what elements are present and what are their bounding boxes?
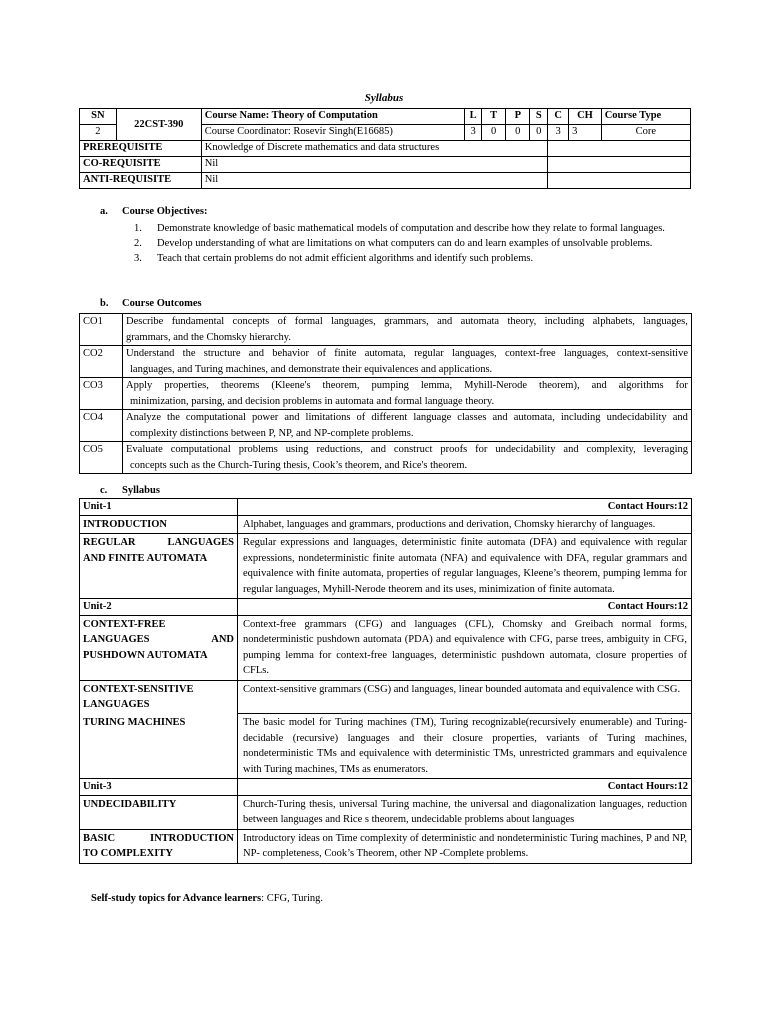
objective-text: Teach that certain problems do not admit efficient algorithms and identify such problems.	[157, 253, 534, 264]
topic-description: The basic model for Turing machines (TM), Turing recognizable(recursively enumerable) and Turing-decidable (recursive) languages and their closure properties, variants of Turing machines, nondeterministic TMs and equivalence with deterministic TMs, unrestricted grammars and equivalence with Turing machines, TMs as enumerators.	[238, 714, 692, 779]
objectives-heading	[100, 206, 207, 217]
course-code: 22CST-390	[116, 109, 201, 141]
word: theorems	[220, 380, 260, 391]
topic-title-line: TO COMPLEXITY	[83, 848, 173, 859]
unit-contact-hours: Contact Hours:12	[238, 599, 692, 616]
unit-contact-hours: Contact Hours:12	[238, 499, 692, 516]
outcome-code: CO4	[80, 410, 123, 442]
outcome-code: CO5	[80, 442, 123, 474]
outcome-line-2: languages, and Turing machines, and demonstrate their equivalences and applications.	[130, 363, 493, 375]
sn-value: 2	[80, 125, 117, 141]
word: construct	[393, 444, 433, 455]
outcome-row	[80, 378, 692, 410]
word: theory,	[507, 316, 537, 327]
col-s: S	[530, 109, 548, 125]
val-t: 0	[482, 125, 506, 141]
word: context-sensitive	[616, 348, 688, 359]
word: fundamental	[171, 316, 225, 327]
course-type-value: Core	[601, 125, 690, 141]
outcome-code: CO1	[80, 314, 123, 346]
prerequisite-label: PREREQUISITE	[80, 141, 202, 157]
self-study-value: CFG, Turing.	[266, 893, 324, 904]
word: Understand	[126, 348, 175, 359]
topic-description: Context-sensitive grammars (CSG) and languages, linear bounded automata and equivalence with CSG.	[238, 680, 692, 714]
val-s: 0	[530, 125, 548, 141]
topic-title	[80, 829, 238, 863]
val-l: 3	[465, 125, 482, 141]
word: structure	[203, 348, 241, 359]
topic-title-line	[83, 632, 234, 648]
word: and	[248, 348, 264, 359]
unit-name: Unit-1	[80, 499, 238, 516]
word: alphabets,	[592, 316, 635, 327]
word: automata	[460, 316, 500, 327]
syllabus-letter: c.	[100, 485, 108, 496]
topic-title	[80, 515, 238, 534]
word: theorem,	[322, 380, 360, 391]
objective-number: 1.	[134, 223, 142, 234]
word: formal	[294, 316, 323, 327]
topic-row	[80, 829, 692, 863]
outcomes-table	[79, 313, 692, 474]
unit-name: Unit-2	[80, 599, 238, 616]
word: for	[675, 380, 688, 391]
word: theorem),	[539, 380, 580, 391]
topic-title	[80, 534, 238, 599]
topic-row	[80, 714, 692, 779]
outcome-line-2: minimization, parsing, and decision problems in automata and formal language theory.	[130, 395, 495, 407]
objective-number: 2.	[134, 238, 142, 249]
word: languages,	[331, 316, 376, 327]
word: and	[284, 412, 300, 423]
outcome-text	[123, 346, 692, 378]
objective-item	[134, 251, 677, 266]
word: concepts	[232, 316, 270, 327]
antirequisite-blank	[548, 173, 691, 189]
word: leveraging	[643, 444, 688, 455]
antirequisite-value: Nil	[201, 173, 547, 189]
word: reductions,	[316, 444, 363, 455]
corequisite-value: Nil	[201, 157, 547, 173]
topic-description: Introductory ideas on Time complexity of deterministic and nondeterministic Turing machines, P and NP, NP- completeness, Cook’s Theorem, other NP -Complete problems.	[238, 829, 692, 863]
objectives-list	[134, 221, 677, 266]
unit-contact-hours: Contact Hours:12	[238, 779, 692, 796]
word: limitations	[305, 412, 351, 423]
word: LANGUAGES	[83, 634, 150, 645]
syllabus-heading	[100, 485, 160, 496]
topic-title-line: CONTEXT-SENSITIVE	[83, 683, 194, 695]
word: power	[252, 412, 279, 423]
topic-title-line: INTRODUCTION	[83, 518, 168, 530]
outcomes-letter: b.	[100, 298, 109, 309]
outcome-row	[80, 314, 692, 346]
col-l: L	[465, 109, 482, 125]
topic-row	[80, 515, 692, 534]
val-p: 0	[506, 125, 530, 141]
objectives-heading-text: Course Objectives:	[122, 206, 208, 217]
objective-number: 3.	[134, 253, 142, 264]
word: languages,	[563, 348, 609, 359]
outcomes-heading-text: Course Outcomes	[122, 298, 202, 309]
self-study-note	[91, 893, 323, 904]
word: the	[167, 412, 180, 423]
topic-title-line: LANGUAGES	[83, 699, 150, 710]
word: languages,	[643, 316, 688, 327]
course-coordinator: Course Coordinator: Rosevir Singh(E16685)	[201, 125, 465, 141]
word: Describe	[126, 316, 164, 327]
word: different	[371, 412, 408, 423]
word: grammars,	[384, 316, 429, 327]
outcome-line-1	[126, 442, 688, 458]
word: context-free	[504, 348, 556, 359]
topic-title-line: PUSHDOWN AUTOMATA	[83, 649, 208, 661]
outcome-text	[123, 378, 692, 410]
page-title: Syllabus	[364, 92, 404, 104]
col-ch: CH	[569, 109, 602, 125]
topic-description: Church-Turing thesis, universal Turing machine, the universal and diagonalization languages, reduction between languages and Rice s theorem, undecidable problems about languages	[238, 795, 692, 829]
topic-title-line: AND FINITE AUTOMATA	[83, 552, 208, 564]
outcome-line-1	[126, 346, 688, 362]
course-name: Course Name: Theory of Computation	[201, 109, 465, 125]
topic-title-line: UNDECIDABILITY	[83, 798, 177, 810]
unit-row	[80, 599, 692, 616]
outcome-line-1	[126, 378, 688, 394]
val-c: 3	[548, 125, 569, 141]
word: Evaluate	[126, 444, 163, 455]
syllabus-table	[79, 498, 692, 864]
word: LANGUAGES	[167, 537, 234, 548]
word: complexity,	[586, 444, 636, 455]
word: undecidability	[495, 444, 556, 455]
unit-row	[80, 779, 692, 796]
prerequisite-value: Knowledge of Discrete mathematics and data structures	[201, 141, 547, 157]
corequisite-label: CO-REQUISITE	[80, 157, 202, 173]
word: and	[672, 412, 688, 423]
word: algorithms	[618, 380, 664, 391]
word: undecidability	[606, 412, 667, 423]
topic-title	[80, 615, 238, 680]
word: including	[560, 412, 601, 423]
objective-text: Demonstrate knowledge of basic mathematical models of computation and describe how they relate to formal languages.	[157, 223, 665, 234]
outcomes-heading	[100, 298, 202, 309]
outcome-text	[123, 410, 692, 442]
topic-title-line	[83, 831, 234, 847]
topic-title	[80, 680, 238, 714]
word: automata,	[513, 412, 555, 423]
outcome-text	[123, 442, 692, 474]
objective-item	[134, 221, 677, 236]
word: finite	[334, 348, 357, 359]
word: of	[356, 412, 366, 423]
word: using	[285, 444, 309, 455]
word: including	[544, 316, 585, 327]
word: computational	[185, 412, 246, 423]
unit-row	[80, 499, 692, 516]
word: classes	[457, 412, 487, 423]
col-p: P	[506, 109, 530, 125]
self-study-label: Self-study topics for Advance learners	[91, 893, 262, 904]
topic-row	[80, 534, 692, 599]
outcome-line-1	[126, 314, 688, 330]
outcome-row	[80, 410, 692, 442]
self-study-separator: :	[261, 893, 267, 904]
outcome-line-2: grammars, and the Chomsky hierarchy.	[126, 331, 291, 343]
word: Apply	[126, 380, 153, 391]
word: and	[370, 444, 386, 455]
word: AND	[211, 634, 234, 645]
outcome-code: CO3	[80, 378, 123, 410]
word: lemma,	[420, 380, 453, 391]
topic-row	[80, 680, 692, 714]
topic-title	[80, 795, 238, 829]
prerequisite-blank	[548, 141, 691, 157]
topic-description: Context-free grammars (CFG) and languages (CFL), Chomsky and Greibach normal forms, nondeterministic pushdown automata (PDA) and equivalence with CFG, parse trees, ambiguity in CFG, pumping lemma for context-free languages, deterministic pushdown automata, closure properties of CFLs.	[238, 615, 692, 680]
outcome-row	[80, 346, 692, 378]
val-ch: 3	[569, 125, 602, 141]
col-t: T	[482, 109, 506, 125]
outcome-text	[123, 314, 692, 346]
word: automata,	[364, 348, 406, 359]
word: the	[182, 348, 196, 359]
antirequisite-label: ANTI-REQUISITE	[80, 173, 202, 189]
outcome-line-2: complexity distinctions between P, NP, and NP-complete problems.	[130, 427, 414, 439]
word: and	[591, 380, 607, 391]
topic-title-line: TURING MACHINES	[83, 716, 186, 728]
word: problems	[238, 444, 278, 455]
word: and	[563, 444, 579, 455]
topic-row	[80, 615, 692, 680]
objectives-letter: a.	[100, 206, 108, 217]
word: (Kleene's	[271, 380, 311, 391]
col-c: C	[548, 109, 569, 125]
corequisite-blank	[548, 157, 691, 173]
word: Analyze	[126, 412, 161, 423]
outcome-row	[80, 442, 692, 474]
word: properties,	[164, 380, 209, 391]
word: proofs	[440, 444, 468, 455]
course-header-table	[79, 108, 691, 189]
word: computational	[170, 444, 231, 455]
word: REGULAR	[83, 537, 136, 548]
outcome-line-2: concepts such as the Church-Turing thesis, Cook’s theorem, and Rice's theorem.	[130, 459, 468, 471]
word: for	[475, 444, 488, 455]
unit-name: Unit-3	[80, 779, 238, 796]
topic-title-line	[83, 535, 234, 551]
word: behavior	[272, 348, 309, 359]
syllabus-heading-text: Syllabus	[122, 485, 160, 496]
word: Myhill-Nerode	[464, 380, 528, 391]
word: pumping	[371, 380, 409, 391]
word: and	[437, 316, 453, 327]
word: languages,	[452, 348, 497, 359]
word: of	[317, 348, 326, 359]
word: INTRODUCTION	[149, 832, 234, 844]
objective-text: Develop understanding of what are limitations on what computers can do and learn examples of unsolvable problems.	[157, 238, 653, 249]
topic-title	[80, 714, 238, 779]
objective-item	[134, 236, 677, 251]
topic-row	[80, 795, 692, 829]
word: regular	[414, 348, 444, 359]
word: of	[277, 316, 287, 327]
topic-description: Regular expressions and languages, deterministic finite automata (DFA) and equivalence with regular expressions, nondeterministic finite automata (NFA) and equivalence with DFA, regular grammars and equivalence with finite automata, properties of regular languages, Kleene’s theorem, pumping lemma for regular languages, Myhill-Nerode theorem and its uses, minimization of finite automata.	[238, 534, 692, 599]
course-type-label: Course Type	[601, 109, 690, 125]
outcome-code: CO2	[80, 346, 123, 378]
topic-title-line: CONTEXT-FREE	[83, 618, 166, 630]
topic-description: Alphabet, languages and grammars, productions and derivation, Chomsky hierarchy of languages.	[238, 515, 692, 534]
word: language	[413, 412, 452, 423]
outcome-line-1	[126, 410, 688, 426]
sn-label: SN	[80, 109, 117, 125]
word: and	[492, 412, 508, 423]
word: BASIC	[83, 832, 116, 844]
